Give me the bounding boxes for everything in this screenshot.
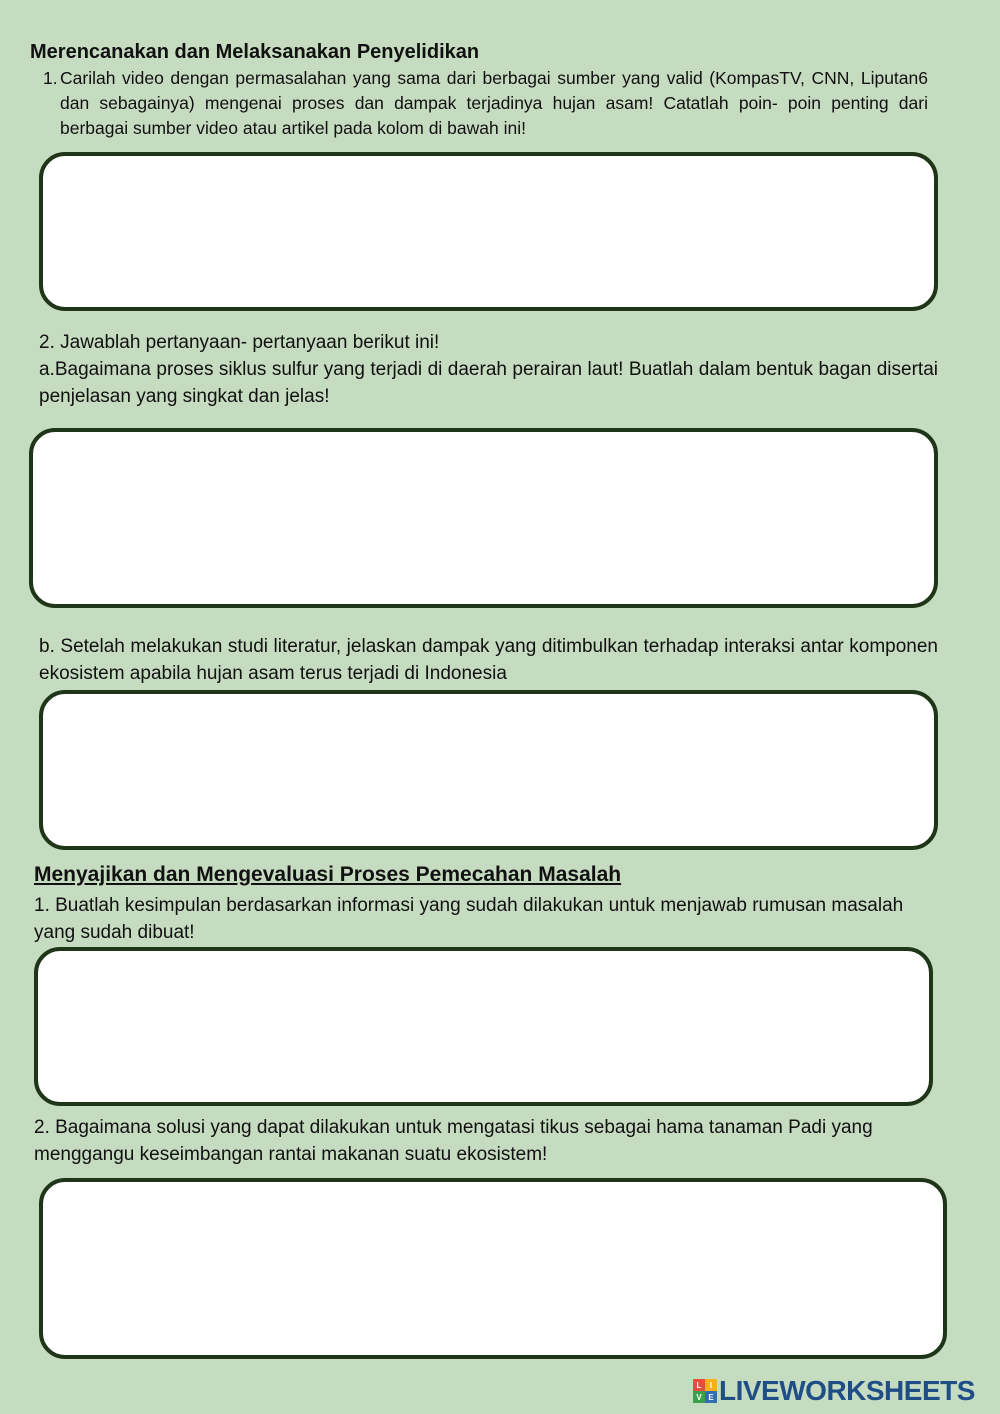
section-title-evaluation: Menyajikan dan Mengevaluasi Proses Pemecahan Masalah — [34, 863, 622, 886]
answer-box-2b[interactable] — [39, 690, 938, 850]
liveworksheets-logo[interactable] — [693, 1374, 975, 1408]
question-1-text — [43, 66, 928, 141]
section2-question-2-text: 2. Bagaimana solusi yang dapat dilakukan untuk mengatasi tikus sebagai hama tanaman Padi yang menggangu keseimbangan rantai makanan suatu ekosistem! — [34, 1117, 873, 1165]
answer-box-s2-2[interactable] — [39, 1178, 947, 1359]
logo-mark-letter: I — [705, 1379, 717, 1391]
section-title-planning: Merencanakan dan Melaksanakan Penyelidikan — [30, 41, 480, 63]
liveworksheets-logo-mark — [693, 1379, 717, 1403]
answer-box-2a[interactable] — [29, 428, 938, 608]
question-2a-text: a.Bagaimana proses siklus sulfur yang terjadi di daerah perairan laut! Buatlah dalam bentuk bagan disertai penjelasan yang singkat dan jelas! — [39, 359, 938, 407]
question-2-intro: 2. Jawablah pertanyaan- pertanyaan berikut ini! — [39, 332, 440, 353]
logo-mark-letter: V — [693, 1391, 705, 1403]
liveworksheets-logo-text: LIVEWORKSHEETS — [719, 1375, 975, 1406]
answer-box-1[interactable] — [39, 152, 938, 311]
logo-mark-letter: E — [705, 1391, 717, 1403]
answer-box-s2-1[interactable] — [34, 947, 933, 1106]
logo-mark-letter: L — [693, 1379, 705, 1391]
question-2b-text: b. Setelah melakukan studi literatur, jelaskan dampak yang ditimbulkan terhadap interaksi antar komponen ekosistem apabila hujan asam terus terjadi di Indonesia — [39, 636, 938, 684]
question-1-body: Carilah video dengan permasalahan yang sama dari berbagai sumber yang valid (KompasTV, CNN, Liputan6 dan sebagainya) mengenai proses dan dampak terjadinya hujan asam! Catatlah poin- poin penting dari berbagai sumber video atau artikel pada kolom di bawah ini! — [60, 68, 928, 138]
section2-question-1-text: 1. Buatlah kesimpulan berdasarkan informasi yang sudah dilakukan untuk menjawab rumusan masalah yang sudah dibuat! — [34, 895, 904, 943]
question-1-number: 1. — [43, 68, 58, 88]
